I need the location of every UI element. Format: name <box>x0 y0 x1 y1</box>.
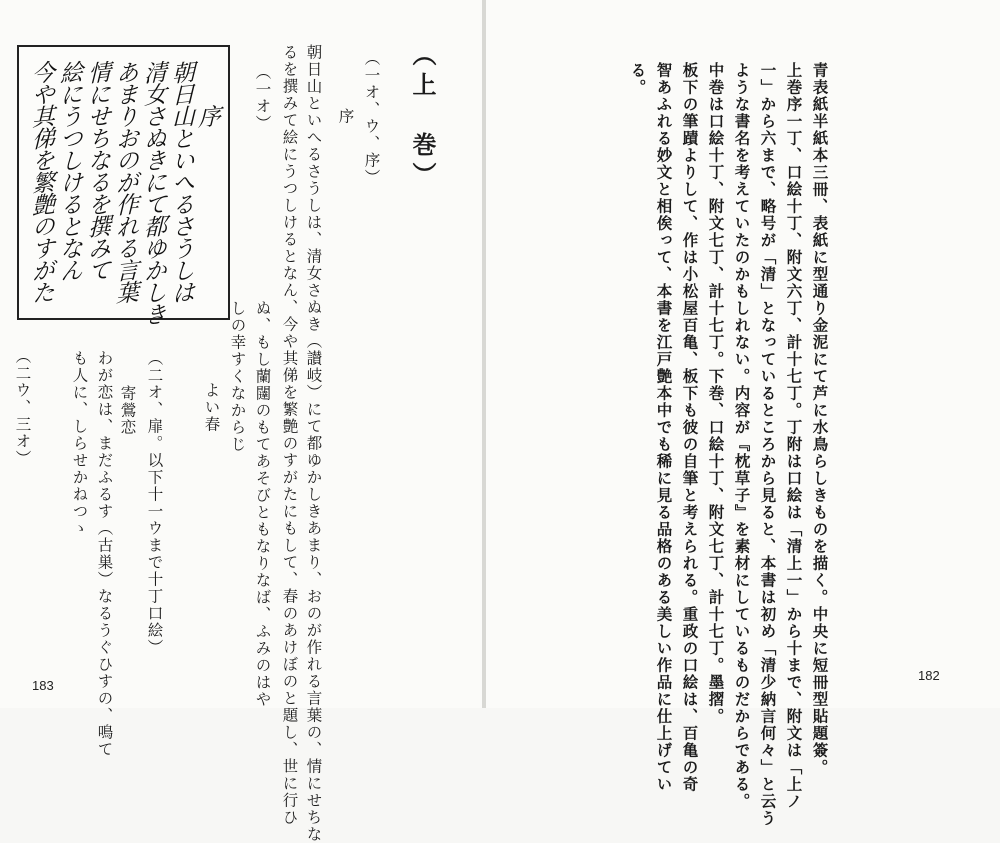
preface-line: るを撰みて絵にうつしけるとなん、今や其俤を繁艶のすがたにもして、春のあけぼのと題し、世に行ひ <box>280 44 299 826</box>
preface-line: ぬ、もし蘭闥のもてあそびともなりなば、ふみのはや <box>253 300 272 708</box>
calligraphy-line: あまりおのが作れる言葉 <box>112 59 138 305</box>
section-label: （二オ、扉。以下十一ウまで十丁口絵） <box>145 350 164 656</box>
body-line: 中巻は口絵十丁、附文七丁、計十七丁。下巻、口絵十丁、附文七丁、計十七丁。墨摺。 <box>706 62 726 725</box>
body-line: 上巻序一丁、口絵十丁、附文六丁、計十七丁。丁附は口絵は「清上一」から十まで、附文は「上ノ <box>784 62 804 810</box>
left-page <box>0 0 482 843</box>
calligraphy-line: 序 <box>194 103 220 129</box>
calligraphy-line: 今や其俤を繁艶のすがた <box>28 59 54 305</box>
poem-title: 寄鶯恋 <box>118 385 137 436</box>
right-page <box>486 0 1000 827</box>
section-label: （一オ、ウ、序） <box>362 50 381 186</box>
body-line: る。 <box>628 62 648 96</box>
calligraphy-line: 情にせちなるを撰みて <box>84 59 110 283</box>
body-line: ような書名を考えていたのかもしれない。内容が『枕草子』を素材にしているものだからである。 <box>732 62 752 810</box>
page-number: 182 <box>918 668 940 683</box>
preface-line: しの幸すくなからじ <box>228 300 247 453</box>
calligraphy-line: 朝日山といへるさうしは <box>168 59 194 305</box>
page-ref-label: （一オ） <box>253 64 272 132</box>
poem-line: も人に、しらせかねつゝ <box>70 350 89 537</box>
body-line: 青表紙半紙本三冊、表紙に型通り金泥にて芦に水鳥らしきものを描く。中央に短冊型貼題簽。 <box>810 62 830 776</box>
body-line: 智あふれる妙文と相俟って、本書を江戸艶本中でも稀に見る品格のある美しい作品に仕上げてい <box>654 62 674 793</box>
section-label: （二ウ、三オ） <box>13 348 32 467</box>
poem-line: わが恋は、まだふるす（古巣）なるうぐひすの、鳴て <box>95 350 114 758</box>
body-line: 一」から六まで、略号が「清」となっているところから見ると、本書は初め「清少納言何々」と云う <box>758 62 778 827</box>
calligraphy-line: 絵にうつしけるとなん <box>56 59 82 283</box>
volume-heading: （上 巻） <box>408 42 437 192</box>
calligraphy-image <box>17 45 230 327</box>
page-number: 183 <box>32 678 54 693</box>
calligraphy-line: 清女さぬきにて都ゆかしき <box>140 59 166 327</box>
preface-line: 朝日山といへるさうしは、清女さぬき（讃岐）にて都ゆかしきあまり、おのが作れる言葉の、情にせちな <box>304 44 323 843</box>
spring-title: よい春 <box>202 382 221 433</box>
preface-title: 序 <box>336 108 355 125</box>
body-line: 板下の筆蹟よりして、作は小松屋百亀、板下も彼の自筆と考えられる。重政の口絵は、百亀の奇 <box>680 62 700 793</box>
